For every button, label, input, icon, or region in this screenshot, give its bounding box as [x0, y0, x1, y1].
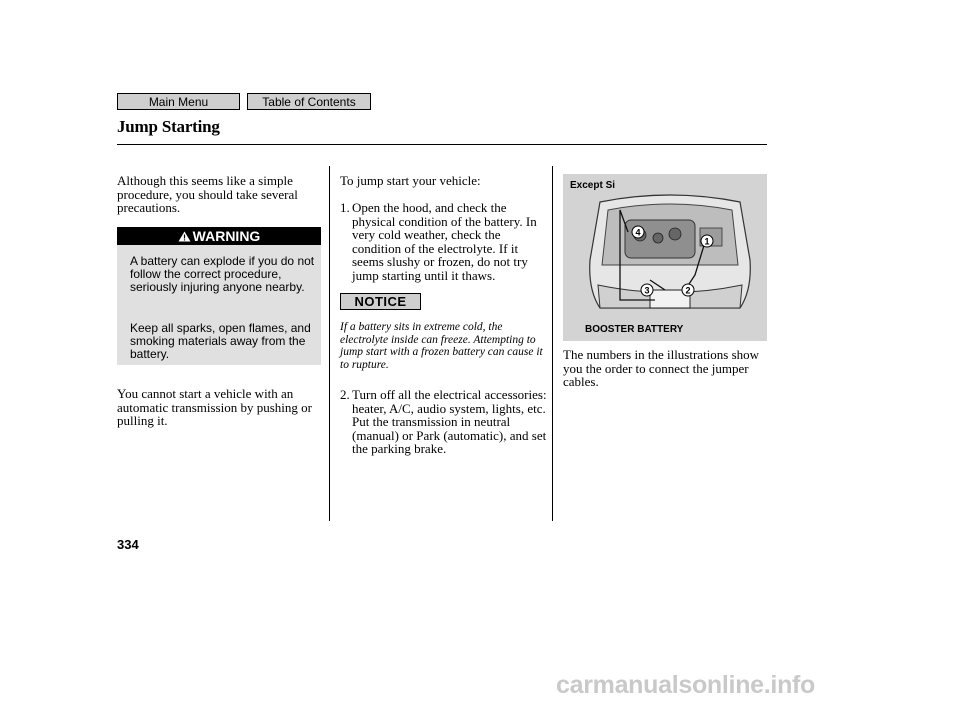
watermark: carmanualsonline.info	[556, 671, 816, 699]
engine-bay-drawing	[580, 190, 760, 325]
column-divider-left	[329, 166, 330, 521]
illustration-explanation: The numbers in the illustrations show you the order to connect the jumper cables.	[563, 347, 760, 389]
figure-caption-except-si: Except Si	[570, 180, 616, 191]
title-divider	[117, 144, 767, 145]
warning-triangle-icon	[178, 231, 191, 242]
marker-4-label: 4	[635, 227, 641, 238]
warning-header	[117, 227, 321, 245]
marker-1-label: 1	[704, 236, 710, 247]
automatic-transmission-paragraph: You cannot start a vehicle with an automatic transmission by pushing or pulling it.	[117, 386, 312, 428]
marker-1	[701, 235, 713, 247]
marker-2-label: 2	[685, 285, 691, 296]
warning-text-explosion: A battery can explode if you do not follow the correct procedure, seriously injuring anyone nearby.	[130, 254, 315, 294]
marker-3-label: 3	[644, 285, 650, 296]
marker-2	[682, 284, 694, 296]
precautions-paragraph: Although this seems like a simple procedure, you should take several precautions.	[117, 173, 298, 215]
page-title: Jump Starting	[117, 117, 220, 136]
marker-3	[641, 284, 653, 296]
column-divider-right	[552, 166, 553, 521]
warning-text-sparks: Keep all sparks, open flames, and smoking materials away from the battery.	[130, 321, 311, 361]
marker-4	[632, 226, 644, 238]
steps-intro: To jump start your vehicle:	[340, 173, 481, 188]
step-2-text: Turn off all the electrical accessories: heater, A/C, audio system, lights, etc. Put the transmission in neutral (manual) or Park (automatic), and set the parking brake.	[352, 387, 547, 456]
main-menu-button[interactable]: Main Menu	[117, 93, 240, 110]
warning-label: WARNING	[192, 228, 261, 244]
step-1-text: Open the hood, and check the physical condition of the battery. In very cold weather, check the condition of the electrolyte. If it seems slushy or frozen, do not try jump starting until it thaws.	[352, 200, 537, 283]
figure-caption-booster-battery: BOOSTER BATTERY	[585, 324, 684, 335]
page-number: 334	[117, 537, 139, 552]
notice-text: If a battery sits in extreme cold, the electrolyte inside can freeze. Attempting to jump start with a frozen battery can cause it to rupture.	[340, 321, 543, 371]
step-1-number: 1.	[340, 200, 350, 215]
step-2-number: 2.	[340, 387, 350, 402]
table-of-contents-button[interactable]: Table of Contents	[247, 93, 371, 110]
notice-label: NOTICE	[340, 293, 421, 310]
